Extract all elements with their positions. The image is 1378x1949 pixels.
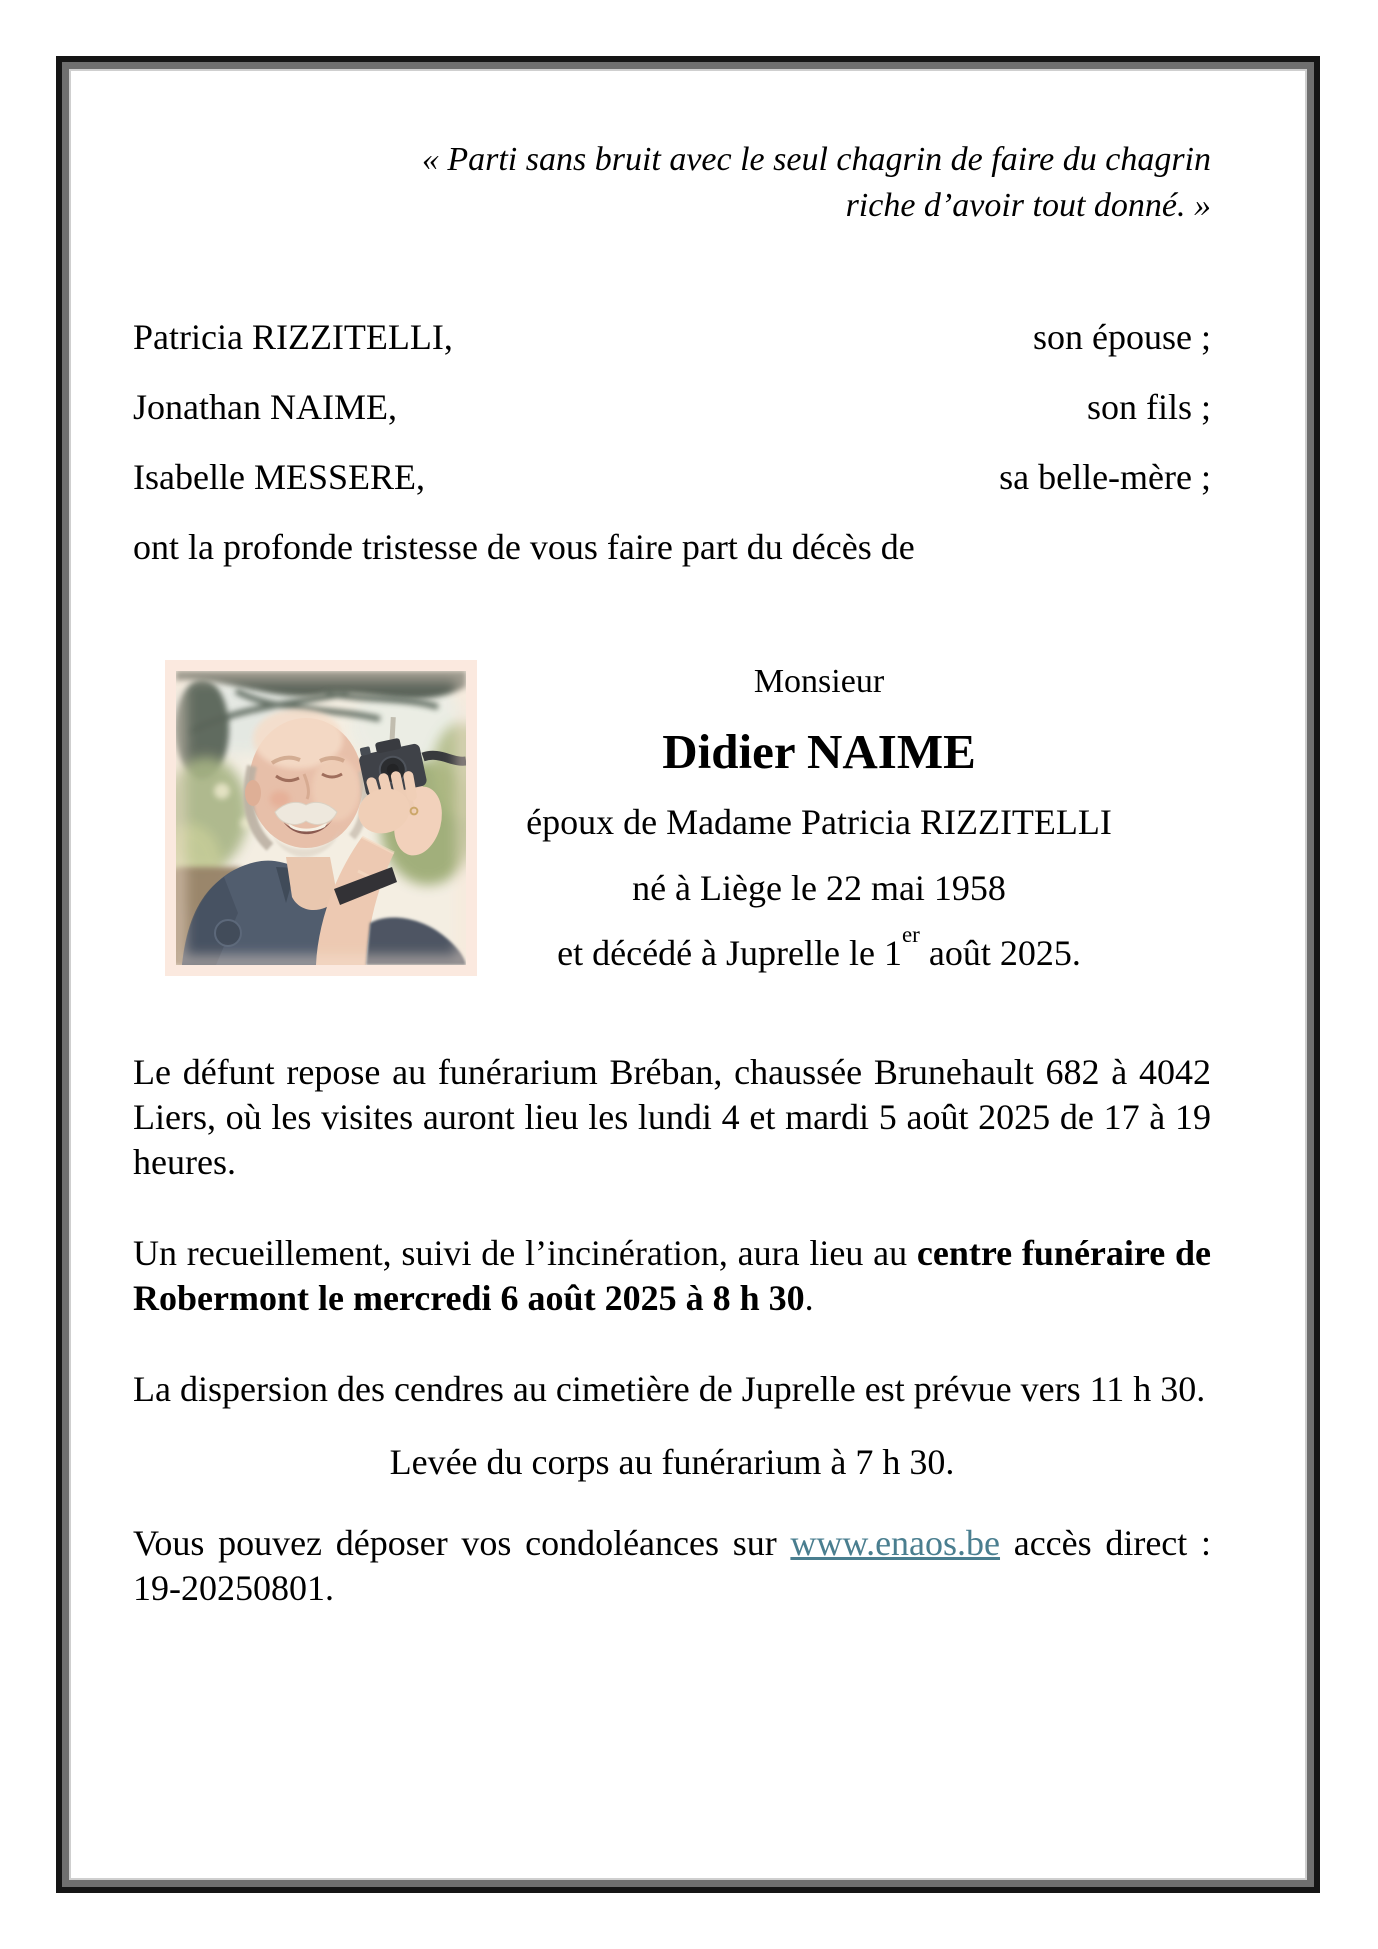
opening-quote	[133, 137, 1211, 229]
page-border-frame-inner	[69, 69, 1307, 1880]
family-member-relation: sa belle-mère ;	[999, 457, 1211, 497]
deceased-birth-line: né à Liège le 22 mai 1958	[632, 867, 1006, 908]
enaos-link[interactable]: www.enaos.be	[790, 1523, 1001, 1563]
family-row	[133, 455, 1211, 500]
paragraph-condoleances	[133, 1521, 1211, 1611]
announcement-line: ont la profonde tristesse de vous faire part du décès de	[133, 527, 915, 567]
deceased-spouse-line: époux de Madame Patricia RIZZITELLI	[526, 802, 1112, 842]
death-line-text: et décédé à Juprelle le 1	[557, 933, 902, 973]
deceased-title-block	[477, 660, 1211, 976]
family-list	[133, 315, 1211, 570]
death-line-text: août 2025.	[919, 933, 1081, 973]
recueillement-period: .	[804, 1278, 814, 1318]
paragraph-dispersion: La dispersion des cendres au cimetière de Juprelle est prévue vers 11 h 30.	[133, 1369, 1206, 1409]
portrait-photo-illustration	[176, 671, 466, 965]
family-row	[133, 315, 1211, 360]
deceased-death-line	[557, 921, 1081, 974]
condoleances-text: Vous pouvez déposer vos condoléances sur	[133, 1523, 791, 1563]
paragraph-recueillement	[133, 1231, 1211, 1321]
deceased-civility: Monsieur	[753, 663, 885, 700]
family-member-relation: son fils ;	[1086, 387, 1211, 427]
quote-line-2: riche d’avoir tout donné. »	[845, 187, 1211, 224]
recueillement-text: Un recueillement, suivi de l’incinération, aura lieu au	[133, 1233, 917, 1273]
paragraph-levee: Levée du corps au funérarium à 7 h 30.	[389, 1442, 955, 1482]
family-member-name: Jonathan NAIME,	[133, 387, 397, 427]
deceased-name: Didier NAIME	[662, 723, 976, 779]
family-member-name: Isabelle MESSERE,	[133, 457, 425, 497]
family-member-name: Patricia RIZZITELLI,	[133, 317, 453, 357]
condoleances-text-after: accès direct : 19-20250801.	[133, 1523, 1211, 1608]
paragraph-repose: Le défunt repose au funérarium Bréban, chaussée Brunehault 682 à 4042 Liers, où les visites auront lieu les lundi 4 et mardi 5 août 2025 de 17 à 19 heures.	[133, 1052, 1211, 1182]
portrait-photo	[165, 660, 477, 976]
recueillement-bold-text: centre funéraire de Robermont le mercredi 6 août 2025 à 8 h 30	[133, 1233, 1211, 1318]
quote-line-1: « Parti sans bruit avec le seul chagrin de faire du chagrin	[421, 141, 1211, 178]
page-border-frame-mid	[62, 62, 1314, 1887]
family-row	[133, 385, 1211, 430]
family-member-relation: son épouse ;	[1033, 317, 1211, 357]
card-content	[71, 71, 1305, 1878]
death-line-ordinal: er	[901, 921, 920, 947]
page-border-frame	[56, 56, 1320, 1893]
photo-and-name-section	[133, 660, 1211, 976]
